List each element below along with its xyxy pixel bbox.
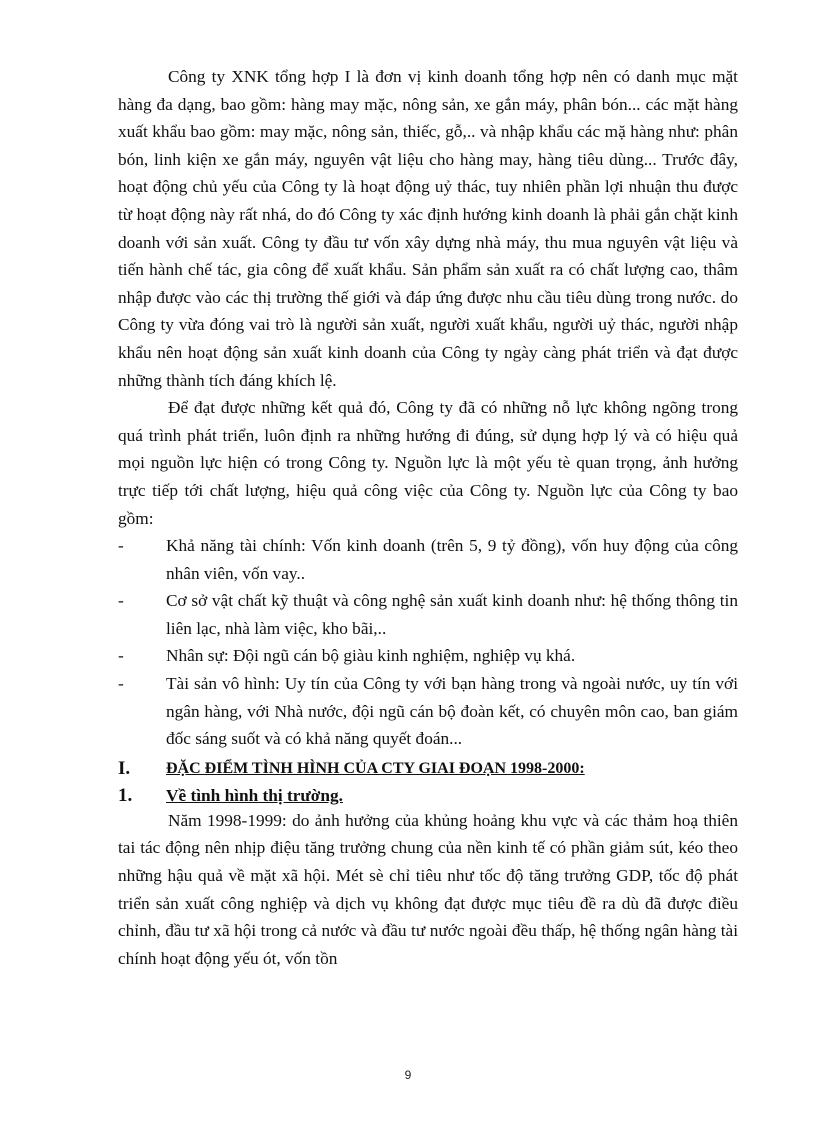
paragraph-market-situation: Năm 1998-1999: do ảnh hưởng của khủng hoảng khu vực và các thảm hoạ thiên tai tác động nên nhịp điệu tăng trưởng chung của nền kinh tế có phần giảm sút, kéo theo những hậu quả về mặt xã hội. Mét sè chỉ tiêu như tốc độ tăng trưởng GDP, tốc độ phát triển sản xuất công nghiệp và dịch vụ không đạt được mục tiêu đề ra dù đã được điều chỉnh, đầu tư xã hội trong cả nước và đầu tư nước ngoài đều thấp, hệ thống ngân hàng tài chính hoạt động yếu ót, vốn tồn xyxy=(118,810,738,968)
list-item-text: Tài sản vô hình: Uy tín của Công ty với bạn hàng trong và ngoài nước, uy tín với ngân hàng, với Nhà nước, đội ngũ cán bộ đoàn kết, có chuyên môn cao, ban giám đốc sáng suốt và có khả năng quyết đoán... xyxy=(166,674,738,749)
subsection-title: Về tình hình thị trường. xyxy=(166,785,343,805)
section-number: I. xyxy=(118,757,131,779)
subsection-number: 1. xyxy=(118,784,133,806)
list-item-text: Khả năng tài chính: Vốn kinh doanh (trên 5, 9 tỷ đồng), vốn huy động của công nhân viên, vốn vay.. xyxy=(166,536,738,583)
list-item xyxy=(118,670,738,753)
list-item xyxy=(118,532,738,587)
list-item xyxy=(118,587,738,642)
resources-list xyxy=(118,532,738,753)
section-heading xyxy=(118,755,738,780)
bullet-dash: - xyxy=(118,674,124,694)
body-text xyxy=(118,63,738,972)
paragraph-company-overview: Công ty XNK tổng hợp I là đơn vị kinh doanh tổng hợp nên có danh mục mặt hàng đa dạng, bao gồm: hàng may mặc, nông sản, xe gắn máy, phân bón... các mặt hàng xuất khẩu bao gồm: may mặc, nông sản, thiếc, gỗ,.. và nhập khẩu các mặ hàng như: phân bón, linh kiện xe gắn máy, nguyên vật liệu cho hàng may, hàng tiêu dùng... Trước đây, hoạt động chủ yếu của Công ty là hoạt động uỷ thác, tuy nhiên phần lợi nhuận thu được từ hoạt động này rất nhá, do đó Công ty xác định hướng kinh doanh là phải gắn chặt kinh doanh với sản xuất. Công ty đầu tư vốn xây dựng nhà máy, thu mua nguyên vật liệu và tiến hành chế tác, gia công để xuất khẩu. Sản phẩm sản xuất ra có chất lượng cao, thâm nhập được vào các thị trường thế giới và đáp ứng được nhu cầu tiêu dùng trong nước. do Công ty vừa đóng vai trò là người sản xuất, người xuất khẩu, người uỷ thác, người nhập khẩu nên hoạt động sản xuất kinh doanh của Công ty ngày càng phát triển và đạt được những thành tích đáng khích lệ. xyxy=(118,67,738,390)
list-item-text: Cơ sở vật chất kỹ thuật và công nghệ sản xuất kinh doanh như: hệ thống thông tin liên lạc, nhà làm việc, kho bãi,.. xyxy=(166,591,738,638)
bullet-dash: - xyxy=(118,646,124,666)
subsection-heading xyxy=(118,782,738,807)
bullet-dash: - xyxy=(118,536,124,556)
list-item xyxy=(118,642,738,670)
page-number: 9 xyxy=(404,1068,412,1082)
list-item-text: Nhân sự: Đội ngũ cán bộ giàu kinh nghiệm, nghiệp vụ khá. xyxy=(166,646,576,666)
paragraph-resources-intro: Để đạt được những kết quả đó, Công ty đã có những nỗ lực không ngõng trong quá trình phát triển, luôn định ra những hướng đi đúng, sử dụng hợp lý và có hiệu quả mọi nguồn lực hiện có trong Công ty. Nguồn lực là một yếu tè quan trọng, ảnh hưởng trực tiếp tới chất lượng, hiệu quả công việc của Công ty. Nguồn lực của Công ty bao gồm: xyxy=(118,398,738,528)
section-title: ĐẶC ĐIỂM TÌNH HÌNH CỦA CTY GIAI ĐOẠN 1998-2000: xyxy=(166,759,585,777)
bullet-dash: - xyxy=(118,591,124,611)
